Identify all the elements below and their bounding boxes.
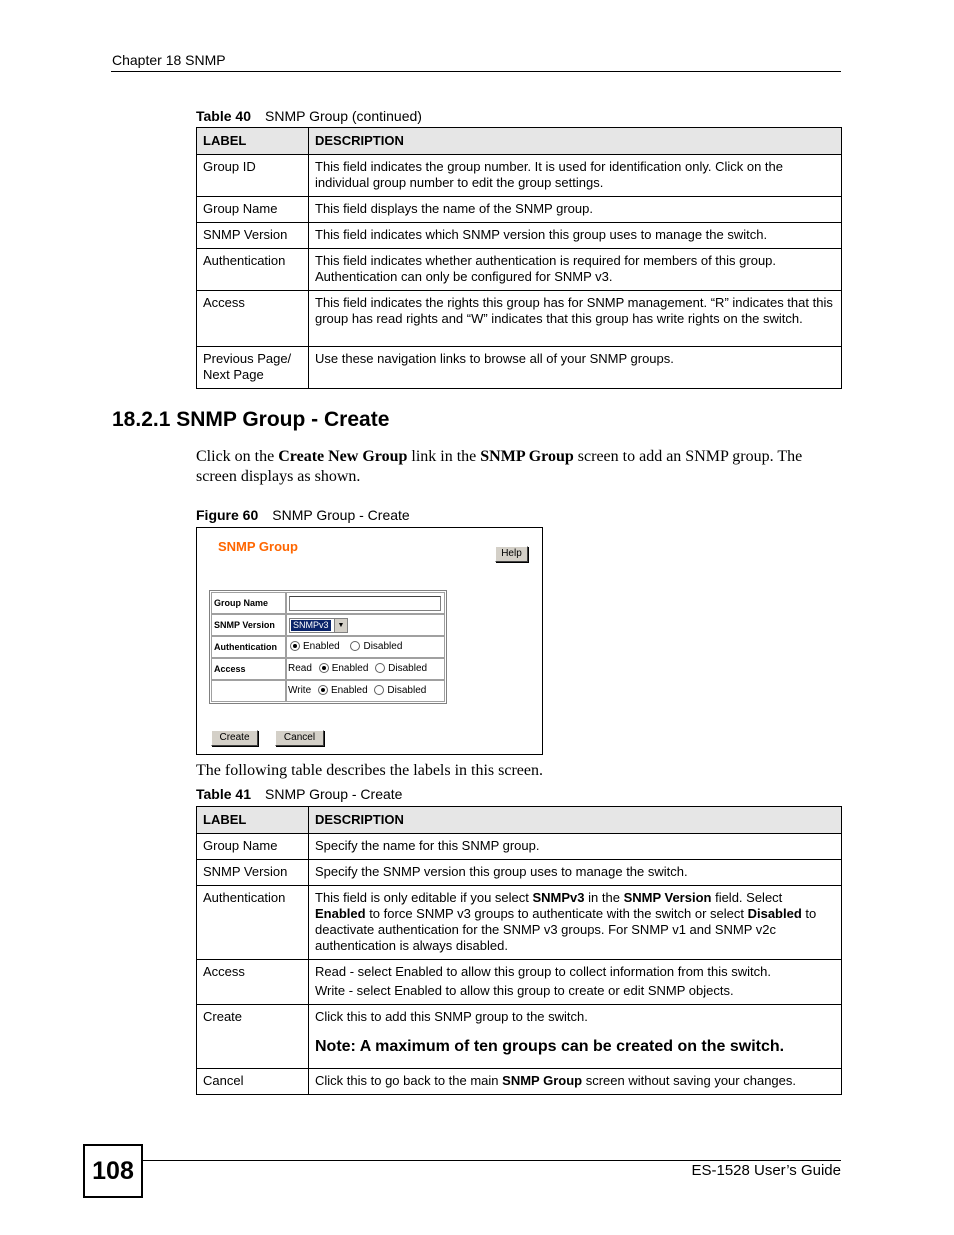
row-description	[309, 1005, 842, 1069]
desc-text: to force SNMP v3 groups to authenticate with the switch or select	[365, 906, 748, 921]
row-description: This field indicates which SNMP version this group uses to manage the switch.	[309, 223, 842, 249]
screen-title: SNMP Group	[218, 539, 298, 554]
access-write-cell	[285, 680, 445, 702]
help-button[interactable]: Help	[495, 546, 528, 562]
row-description	[309, 886, 842, 960]
table-row	[197, 1069, 842, 1095]
section-title: 18.2.1 SNMP Group - Create	[112, 408, 390, 431]
create-note: Note: A maximum of ten groups can be created on the switch.	[315, 1038, 785, 1055]
write-label: Write	[288, 685, 312, 696]
page-number: 108	[83, 1144, 143, 1198]
row-label: Group ID	[197, 155, 309, 197]
row-label: Group Name	[197, 834, 309, 860]
row-description: Use these navigation links to browse all of your SNMP groups.	[309, 347, 842, 389]
intro-text: Click on the	[196, 448, 279, 465]
access-read-cell	[285, 658, 445, 680]
auth-disabled-label: Disabled	[363, 641, 403, 652]
snmp-version-select[interactable]	[289, 618, 348, 633]
row-label: Access	[197, 960, 309, 1005]
table-row	[197, 347, 842, 389]
header-rule	[111, 71, 841, 72]
access-label: Access	[211, 658, 287, 680]
read-disabled-radio[interactable]	[375, 663, 385, 673]
row-description	[309, 1069, 842, 1095]
group-name-cell	[285, 592, 445, 614]
table40-caption-number: Table 40	[196, 108, 251, 124]
table41-header-row	[197, 807, 842, 834]
desc-text: Click this to go back to the main	[315, 1073, 503, 1088]
figure-caption-text: SNMP Group - Create	[272, 507, 410, 523]
chapter-header: Chapter 18 SNMP	[112, 52, 226, 68]
table-row	[197, 155, 842, 197]
snmp-version-value: SNMPv3	[293, 620, 329, 630]
desc-bold: SNMPv3	[532, 890, 585, 905]
access-read-desc: Read - select Enabled to allow this group to collect information from this switch.	[315, 964, 771, 979]
desc-bold: Disabled	[747, 906, 802, 921]
snmp-group-create-figure	[196, 527, 543, 755]
desc-text: field. Select	[711, 890, 783, 905]
write-disabled-label: Disabled	[387, 685, 427, 696]
table41-caption-text: SNMP Group - Create	[265, 786, 403, 802]
intro-bold: Create New Group	[278, 448, 408, 465]
authentication-cell	[285, 636, 445, 658]
row-label: Cancel	[197, 1069, 309, 1095]
following-text: The following table describes the labels in this screen.	[196, 762, 544, 779]
table40-col-description: DESCRIPTION	[309, 128, 842, 155]
auth-enabled-label: Enabled	[303, 641, 340, 652]
table40-caption	[196, 108, 422, 124]
row-label: Authentication	[197, 886, 309, 960]
snmp-version-label: SNMP Version	[211, 614, 287, 636]
row-label: Access	[197, 291, 309, 347]
row-description: Specify the name for this SNMP group.	[309, 834, 842, 860]
snmp-version-cell	[285, 614, 445, 636]
table-row	[197, 886, 842, 960]
desc-bold: SNMP Version	[623, 890, 712, 905]
table41-caption	[196, 786, 402, 802]
row-label: Previous Page/ Next Page	[197, 347, 309, 389]
table40-header-row	[197, 128, 842, 155]
row-description: Specify the SNMP version this group uses to manage the switch.	[309, 860, 842, 886]
form-row-group-name	[210, 592, 446, 614]
read-disabled-label: Disabled	[388, 663, 428, 674]
auth-enabled-radio[interactable]	[290, 641, 300, 651]
row-description	[309, 960, 842, 1005]
intro-text: link in the	[407, 448, 481, 465]
desc-text: This field is only editable if you select	[315, 890, 533, 905]
access-empty-label	[211, 680, 287, 702]
table-row	[197, 223, 842, 249]
form-row-access-write	[210, 680, 446, 702]
row-label: SNMP Version	[197, 860, 309, 886]
table41-col-label: LABEL	[197, 807, 309, 834]
auth-disabled-radio[interactable]	[350, 641, 360, 651]
table40	[196, 127, 842, 389]
table-row	[197, 960, 842, 1005]
access-write-desc: Write - select Enabled to allow this group to create or edit SNMP objects.	[315, 983, 734, 998]
intro-text: screen to add an SNMP group. The screen displays as shown.	[196, 448, 803, 485]
group-name-input[interactable]	[289, 596, 441, 611]
table-row	[197, 291, 842, 347]
table-row	[197, 860, 842, 886]
read-label: Read	[288, 663, 312, 674]
intro-bold: SNMP Group	[480, 448, 574, 465]
create-button[interactable]: Create	[211, 730, 258, 746]
row-description: This field indicates whether authentication is required for members of this group. Authentication can only be configured for SNMP v3.	[309, 249, 842, 291]
table-row	[197, 197, 842, 223]
desc-bold: SNMP Group	[502, 1073, 583, 1088]
desc-text: to deactivate authentication for the SNMP v3 groups. For SNMP v1 and SNMP v2c authentication is always disabled.	[315, 906, 817, 953]
row-description: This field indicates the group number. It is used for identification only. Click on the individual group number to edit the group settings.	[309, 155, 842, 197]
write-enabled-label: Enabled	[330, 685, 368, 696]
row-label: SNMP Version	[197, 223, 309, 249]
table40-caption-text: SNMP Group (continued)	[265, 108, 422, 124]
chevron-down-icon[interactable]: ▼	[334, 619, 347, 632]
figure-caption	[196, 507, 410, 523]
table-row	[197, 249, 842, 291]
row-description: This field displays the name of the SNMP group.	[309, 197, 842, 223]
desc-bold: Enabled	[315, 906, 366, 921]
intro-paragraph	[196, 447, 842, 487]
table40-col-label: LABEL	[197, 128, 309, 155]
write-enabled-radio[interactable]	[318, 685, 328, 695]
read-enabled-radio[interactable]	[319, 663, 329, 673]
form-row-access-read	[210, 658, 446, 680]
authentication-label: Authentication	[211, 636, 287, 658]
desc-text: screen without saving your changes.	[582, 1073, 796, 1088]
desc-text: in the	[584, 890, 624, 905]
snmp-group-form	[209, 590, 447, 704]
table-row	[197, 834, 842, 860]
form-row-authentication	[210, 636, 446, 658]
figure-caption-number: Figure 60	[196, 507, 259, 523]
read-enabled-label: Enabled	[331, 663, 369, 674]
table41	[196, 806, 842, 1095]
create-desc: Click this to add this SNMP group to the switch.	[315, 1009, 588, 1024]
guide-title: ES-1528 User’s Guide	[691, 1162, 841, 1179]
table-row	[197, 1005, 842, 1069]
table41-col-description: DESCRIPTION	[309, 807, 842, 834]
group-name-label: Group Name	[211, 592, 287, 614]
form-row-snmp-version	[210, 614, 446, 636]
write-disabled-radio[interactable]	[374, 685, 384, 695]
row-label: Group Name	[197, 197, 309, 223]
row-description: This field indicates the rights this group has for SNMP management. “R” indicates that this group has read rights and “W” indicates that this group has write rights on the switch.	[309, 291, 842, 347]
row-label: Authentication	[197, 249, 309, 291]
cancel-button[interactable]: Cancel	[275, 730, 324, 746]
footer-rule	[141, 1160, 841, 1161]
row-label: Create	[197, 1005, 309, 1069]
table41-caption-number: Table 41	[196, 786, 251, 802]
